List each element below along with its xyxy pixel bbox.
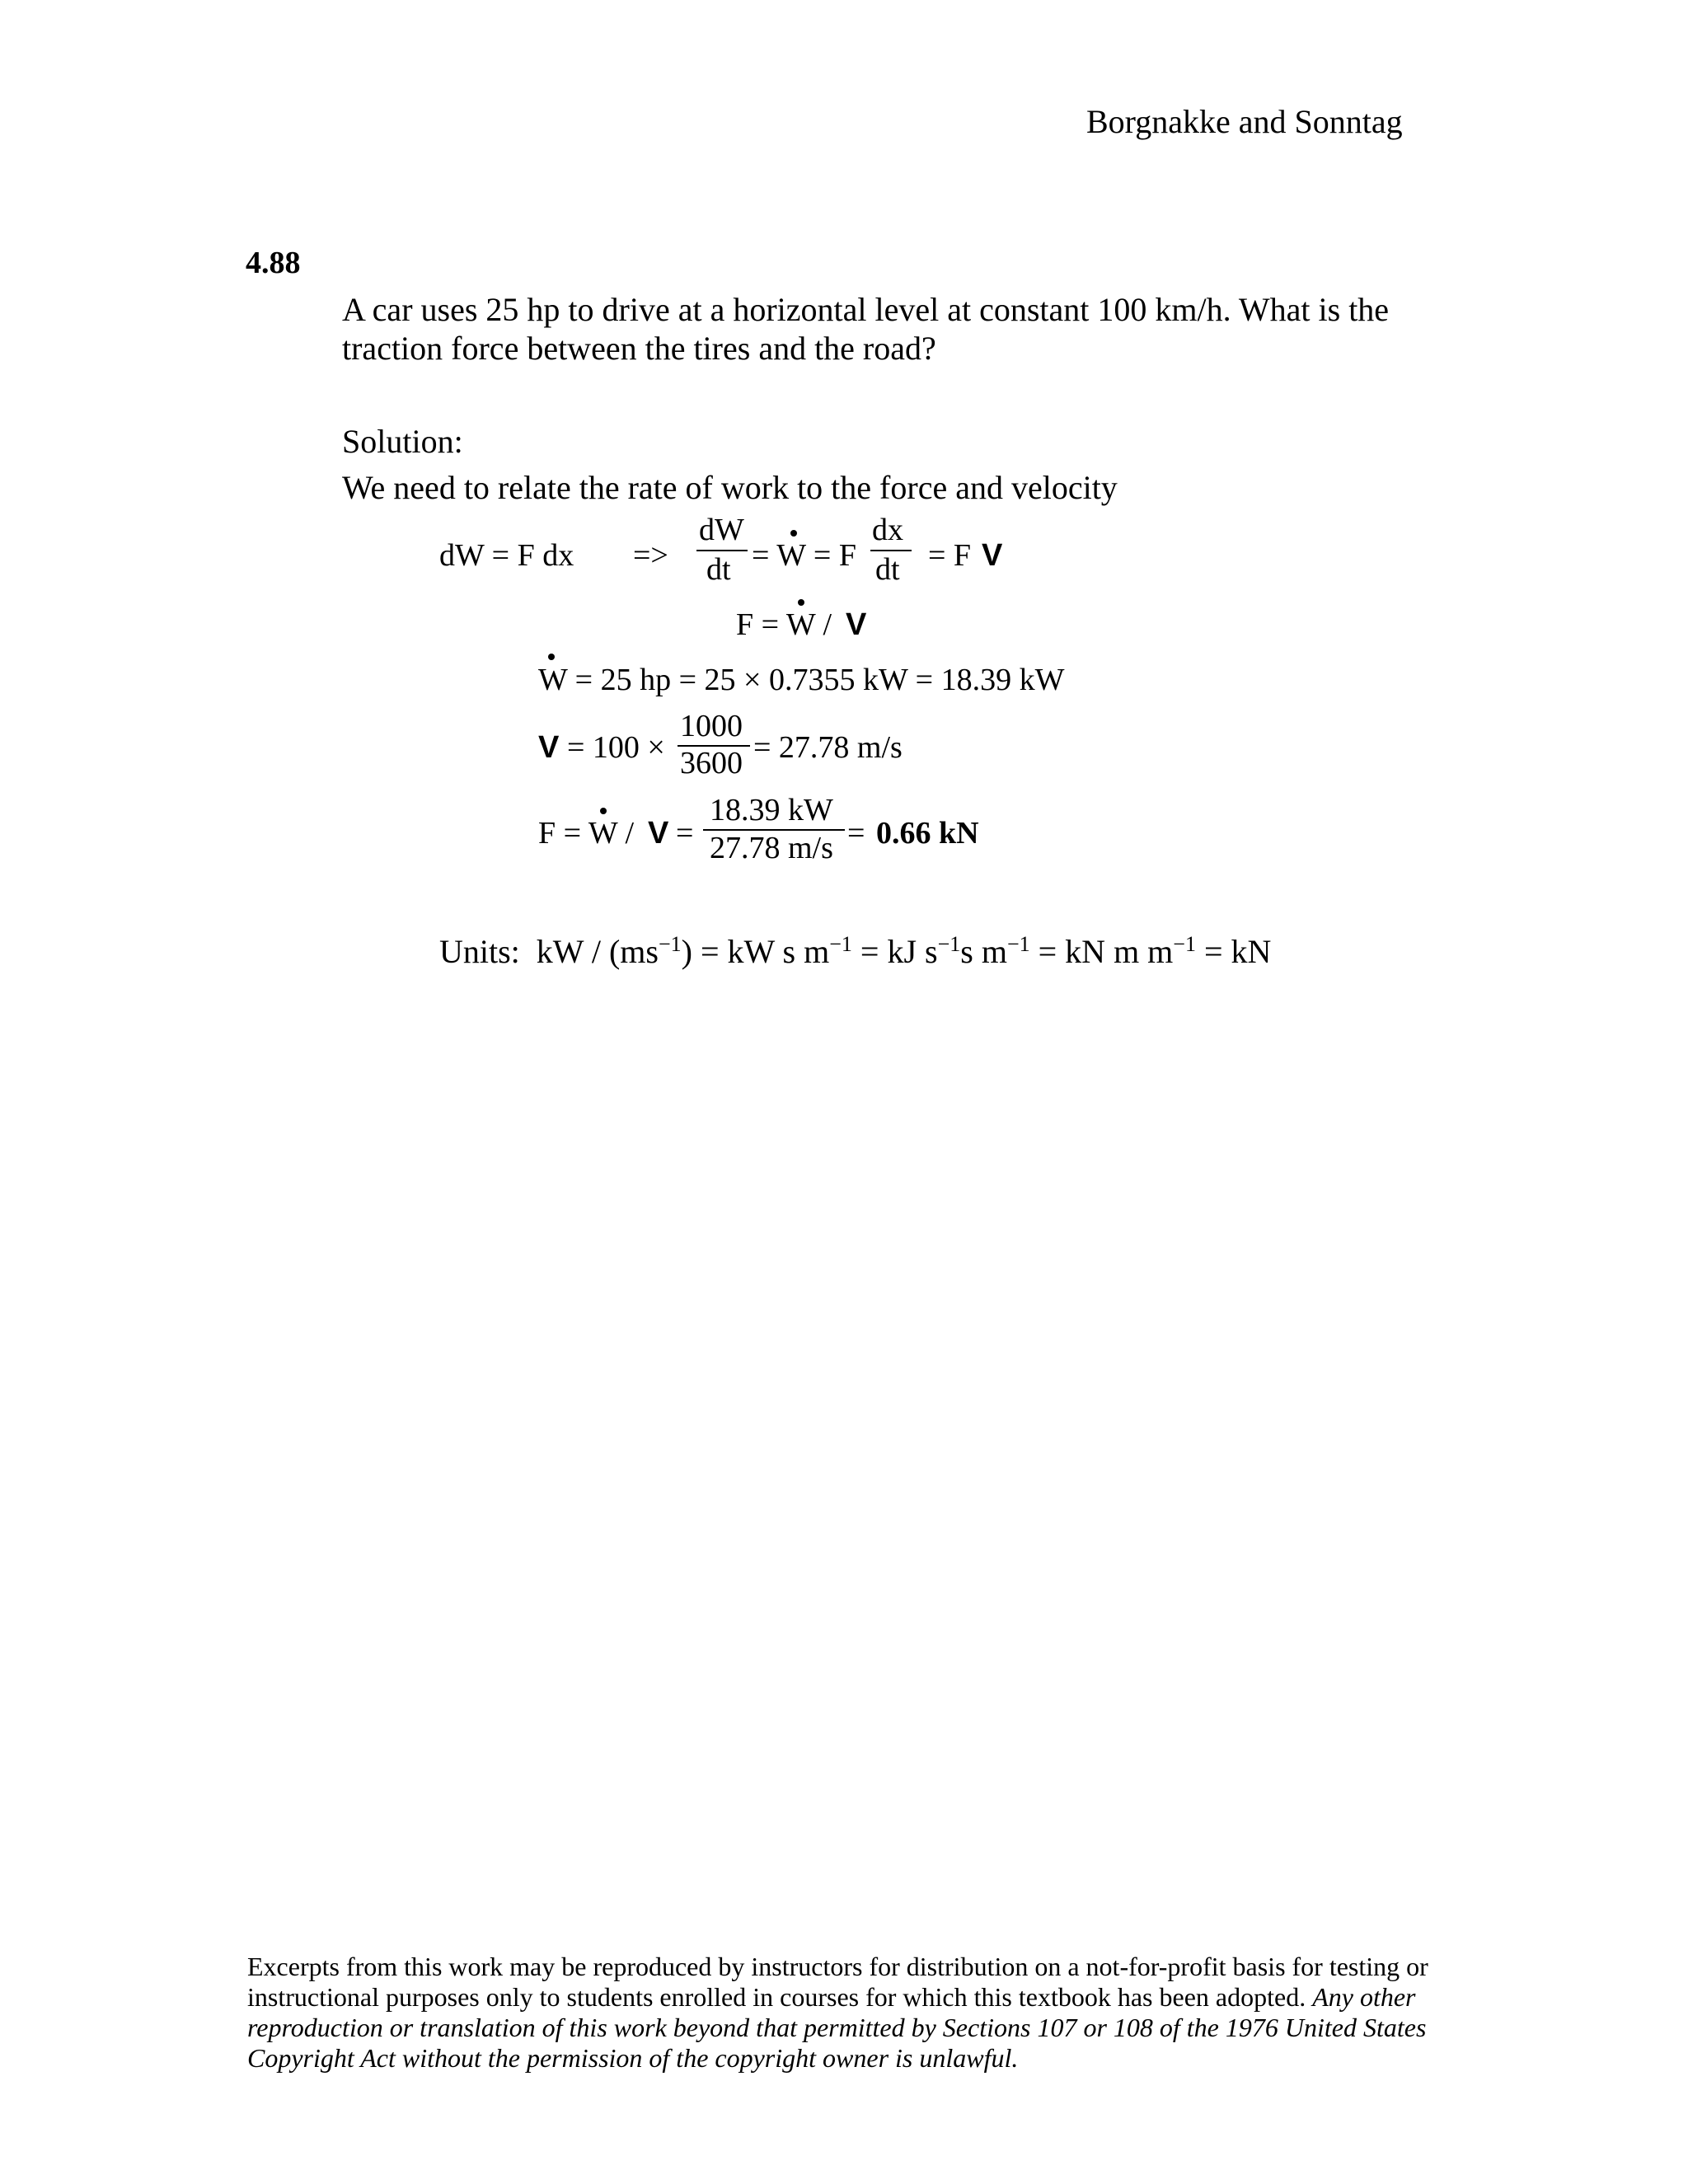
eq2-velocity: V bbox=[846, 607, 867, 642]
eq5-result: 0.66 kN bbox=[876, 816, 979, 851]
units-line bbox=[439, 932, 1272, 970]
units-part-2: ) = kW s m bbox=[681, 933, 830, 970]
eq5-pre: F = W / bbox=[538, 816, 635, 851]
units-exp-5: −1 bbox=[1173, 932, 1196, 956]
units-exp-1: −1 bbox=[658, 932, 682, 956]
copyright-footer bbox=[247, 1952, 1451, 2074]
footer-normal-text: Excerpts from this work may be reproduced by instructors for distribution on a not-for-profit basis for testing or instructional purposes only to students enrolled in courses for which this textbook has been adopted. bbox=[247, 1952, 1428, 2012]
eq5-wdot-dot bbox=[600, 808, 607, 814]
eq5-num: 18.39 kW bbox=[710, 793, 833, 827]
eq1-frac2-den: dt bbox=[875, 552, 900, 587]
units-label: Units: bbox=[439, 933, 520, 970]
eq1-arrow: => bbox=[633, 538, 668, 573]
units-exp-3: −1 bbox=[937, 932, 961, 956]
units-part-5: = kN m m bbox=[1029, 933, 1174, 970]
eq4-post: = 27.78 m/s bbox=[753, 730, 903, 765]
eq4-den: 3600 bbox=[680, 746, 743, 780]
eq4-num: 1000 bbox=[680, 709, 743, 743]
eq5-eq2: = bbox=[847, 816, 865, 851]
eq1-rhs: = F bbox=[928, 538, 972, 573]
eq2-text: F = W / bbox=[736, 607, 832, 642]
footer-italic-text: Any other reproduction or translation of this work beyond that permitted by Sections 107 or 108 of the 1976 United States Copyright Act without the permission of the copyright owner is unlawful. bbox=[247, 1982, 1427, 2073]
units-exp-4: −1 bbox=[1006, 932, 1030, 956]
solution-intro: We need to relate the rate of work to the force and velocity bbox=[342, 469, 1118, 506]
eq1-frac1-den: dt bbox=[706, 552, 731, 587]
problem-statement-line2: traction force between the tires and the road? bbox=[342, 330, 936, 367]
eq1-mid: = W = F bbox=[752, 538, 856, 573]
eq1-frac2-num: dx bbox=[872, 513, 903, 547]
problem-statement-line1: A car uses 25 hp to drive at a horizontal level at constant 100 km/h. What is the bbox=[342, 291, 1390, 328]
eq3-text: W = 25 hp = 25 × 0.7355 kW = 18.39 kW bbox=[538, 663, 1065, 697]
header-authors: Borgnakke and Sonntag bbox=[1086, 103, 1403, 140]
eq2-wdot-dot bbox=[798, 599, 804, 606]
eq3-wdot-dot bbox=[548, 654, 555, 660]
eq1-rhs-velocity: V bbox=[982, 538, 1003, 573]
eq5-velocity: V bbox=[648, 816, 669, 851]
units-part-1: kW / (ms bbox=[536, 933, 659, 970]
eq1-frac1-num: dW bbox=[699, 513, 744, 547]
eq4-pre: = 100 × bbox=[567, 730, 665, 765]
units-part-6: = kN bbox=[1195, 933, 1272, 970]
eq1-lhs: dW = F dx bbox=[439, 538, 574, 573]
eq5-eq: = bbox=[676, 816, 694, 851]
eq1-frac2-bar bbox=[870, 550, 912, 551]
problem-number: 4.88 bbox=[246, 246, 301, 280]
units-part-3: = kJ s bbox=[851, 933, 938, 970]
solution-heading: Solution: bbox=[342, 423, 463, 460]
eq5-den: 27.78 m/s bbox=[710, 831, 833, 865]
eq1-wdot-dot bbox=[790, 530, 797, 537]
eq1-frac1-bar bbox=[696, 550, 748, 551]
units-part-4: s m bbox=[960, 933, 1007, 970]
eq4-velocity: V bbox=[538, 730, 560, 765]
units-exp-2: −1 bbox=[829, 932, 852, 956]
